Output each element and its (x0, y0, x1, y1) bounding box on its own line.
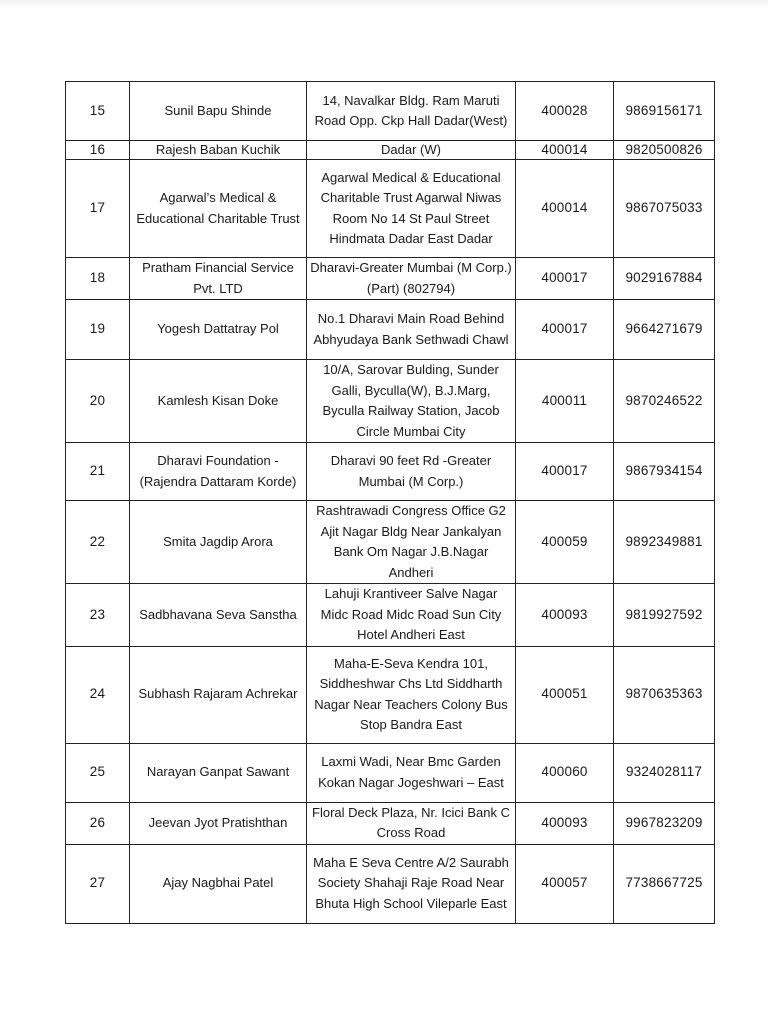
address-cell: Dadar (W) (307, 141, 516, 160)
page-top-shade (0, 0, 768, 8)
pincode-cell: 400059 (516, 501, 614, 584)
name-cell: Sadbhavana Seva Sanstha (130, 584, 307, 647)
serial-cell: 19 (66, 300, 130, 360)
name-cell: Kamlesh Kisan Doke (130, 360, 307, 443)
table-row (66, 141, 715, 160)
pincode-cell: 400017 (516, 443, 614, 501)
pincode-cell: 400017 (516, 300, 614, 360)
address-cell: Dharavi-Greater Mumbai (M Corp.) (Part) (802794) (307, 258, 516, 300)
name-cell: Agarwal’s Medical & Educational Charitable Trust (130, 160, 307, 258)
address-cell: 14, Navalkar Bldg. Ram Maruti Road Opp. Ckp Hall Dadar(West) (307, 82, 516, 141)
address-cell: Maha E Seva Centre A/2 Saurabh Society Shahaji Raje Road Near Bhuta High School Vileparle East (307, 844, 516, 923)
table-row (66, 300, 715, 360)
phone-cell: 9867934154 (614, 443, 715, 501)
phone-cell: 9029167884 (614, 258, 715, 300)
name-cell: Subhash Rajaram Achrekar (130, 646, 307, 743)
name-cell: Yogesh Dattatray Pol (130, 300, 307, 360)
pincode-cell: 400014 (516, 141, 614, 160)
serial-cell: 17 (66, 160, 130, 258)
serial-cell: 26 (66, 802, 130, 844)
name-cell: Jeevan Jyot Pratishthan (130, 802, 307, 844)
table-row (66, 501, 715, 584)
name-cell: Dharavi Foundation - (Rajendra Dattaram Korde) (130, 443, 307, 501)
phone-cell: 9819927592 (614, 584, 715, 647)
address-cell: Dharavi 90 feet Rd -Greater Mumbai (M Corp.) (307, 443, 516, 501)
table-row (66, 258, 715, 300)
pincode-cell: 400093 (516, 802, 614, 844)
phone-cell: 9867075033 (614, 160, 715, 258)
centre-list-table (65, 81, 715, 924)
phone-cell: 9967823209 (614, 802, 715, 844)
phone-cell: 9870246522 (614, 360, 715, 443)
pincode-cell: 400051 (516, 646, 614, 743)
table-row (66, 584, 715, 647)
serial-cell: 18 (66, 258, 130, 300)
name-cell: Pratham Financial Service Pvt. LTD (130, 258, 307, 300)
pincode-cell: 400093 (516, 584, 614, 647)
serial-cell: 23 (66, 584, 130, 647)
pincode-cell: 400017 (516, 258, 614, 300)
address-cell: Laxmi Wadi, Near Bmc Garden Kokan Nagar Jogeshwari – East (307, 743, 516, 802)
table-row (66, 82, 715, 141)
serial-cell: 16 (66, 141, 130, 160)
table-row (66, 646, 715, 743)
phone-cell: 9664271679 (614, 300, 715, 360)
table-row (66, 743, 715, 802)
phone-cell: 7738667725 (614, 844, 715, 923)
address-cell: Rashtrawadi Congress Office G2 Ajit Nagar Bldg Near Jankalyan Bank Om Nagar J.B.Nagar Andheri (307, 501, 516, 584)
address-cell: Floral Deck Plaza, Nr. Icici Bank C Cross Road (307, 802, 516, 844)
phone-cell: 9869156171 (614, 82, 715, 141)
serial-cell: 27 (66, 844, 130, 923)
table-row (66, 360, 715, 443)
table-row (66, 443, 715, 501)
pincode-cell: 400014 (516, 160, 614, 258)
serial-cell: 20 (66, 360, 130, 443)
serial-cell: 22 (66, 501, 130, 584)
phone-cell: 9870635363 (614, 646, 715, 743)
name-cell: Rajesh Baban Kuchik (130, 141, 307, 160)
name-cell: Ajay Nagbhai Patel (130, 844, 307, 923)
pincode-cell: 400060 (516, 743, 614, 802)
address-cell: No.1 Dharavi Main Road Behind Abhyudaya Bank Sethwadi Chawl (307, 300, 516, 360)
address-cell: Lahuji Krantiveer Salve Nagar Midc Road Midc Road Sun City Hotel Andheri East (307, 584, 516, 647)
serial-cell: 25 (66, 743, 130, 802)
name-cell: Smita Jagdip Arora (130, 501, 307, 584)
address-cell: Agarwal Medical & Educational Charitable Trust Agarwal Niwas Room No 14 St Paul Street Hindmata Dadar East Dadar (307, 160, 516, 258)
pincode-cell: 400011 (516, 360, 614, 443)
phone-cell: 9324028117 (614, 743, 715, 802)
serial-cell: 24 (66, 646, 130, 743)
name-cell: Narayan Ganpat Sawant (130, 743, 307, 802)
serial-cell: 15 (66, 82, 130, 141)
address-cell: Maha-E-Seva Kendra 101, Siddheshwar Chs Ltd Siddharth Nagar Near Teachers Colony Bus Stop Bandra East (307, 646, 516, 743)
address-cell: 10/A, Sarovar Bulding, Sunder Galli, Byculla(W), B.J.Marg, Byculla Railway Station, Jacob Circle Mumbai City (307, 360, 516, 443)
pincode-cell: 400057 (516, 844, 614, 923)
serial-cell: 21 (66, 443, 130, 501)
phone-cell: 9892349881 (614, 501, 715, 584)
table-row (66, 844, 715, 923)
table-row (66, 160, 715, 258)
phone-cell: 9820500826 (614, 141, 715, 160)
table-row (66, 802, 715, 844)
name-cell: Sunil Bapu Shinde (130, 82, 307, 141)
pincode-cell: 400028 (516, 82, 614, 141)
